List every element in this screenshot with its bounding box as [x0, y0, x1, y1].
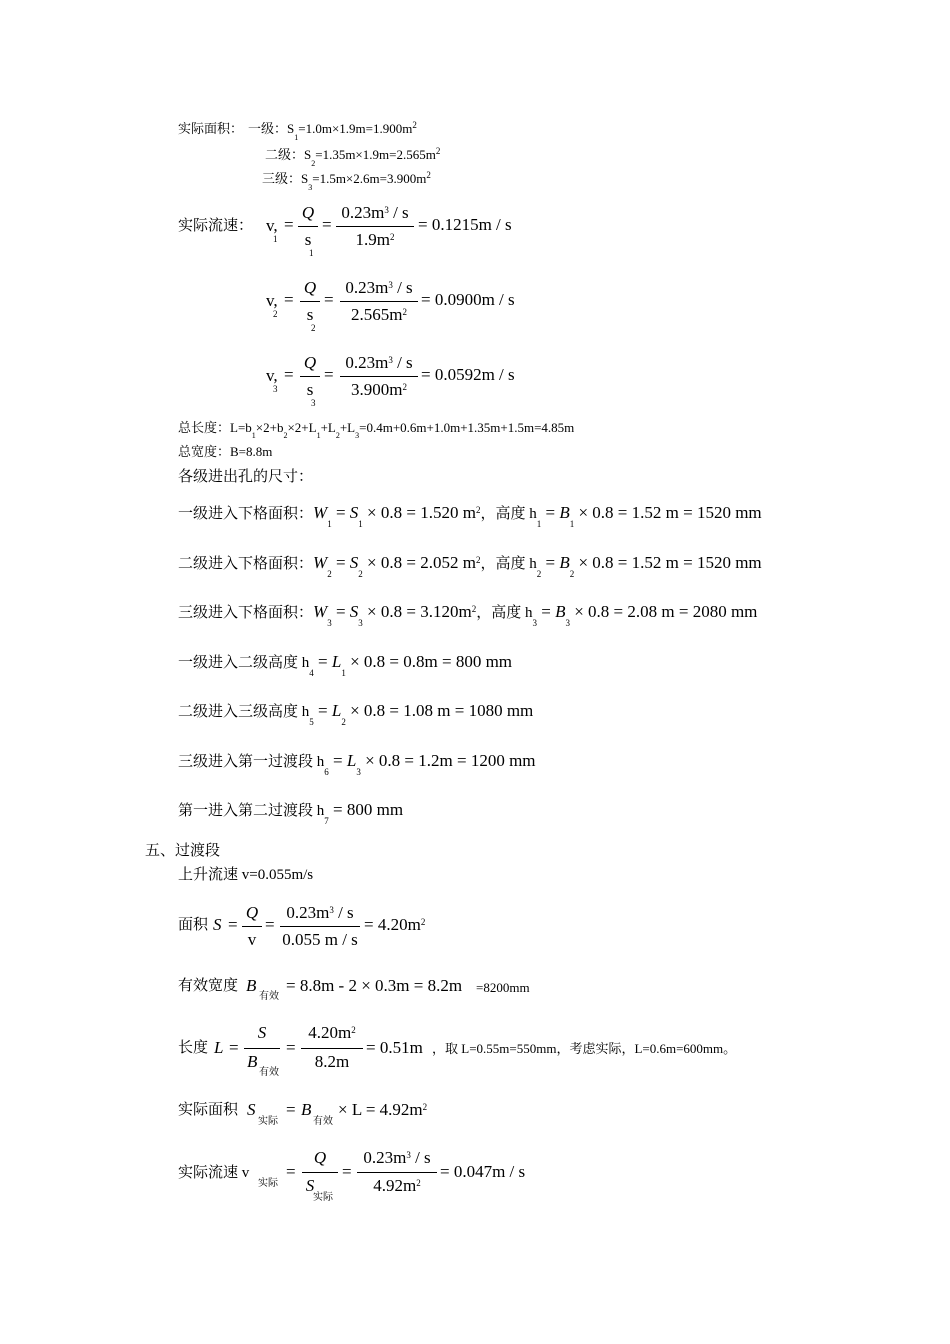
sq-sup: 2 [435, 146, 441, 156]
hole-row-3: 三级进入下格面积：$W_3 = S_3 \times 0.8 = 3.120m^2$，高度 $h_3 = B_3 \times 0.8 = 2.08$ m = 2080 mm [178, 602, 758, 628]
eq-sign: = [229, 1038, 239, 1057]
fraction-bar [298, 226, 318, 227]
area-q: Q [245, 903, 259, 922]
eq-sign: = [324, 290, 334, 309]
length-s: S [257, 1023, 267, 1042]
act-vel-s: S [305, 1176, 315, 1195]
v3-numerator: $0.23m^3$ / s [345, 353, 413, 372]
v2-sub: 2 [273, 309, 278, 319]
eq-sign: = [324, 365, 334, 384]
v1-s-sub: 1 [309, 248, 314, 258]
area-symbol-s: S [213, 915, 222, 934]
sq-sup: 2 [426, 170, 431, 180]
v1-s: s [304, 230, 312, 249]
v3-result: = 0.0592m / s [421, 365, 515, 384]
v3-s-sub: 3 [311, 398, 316, 408]
actual-sub: 实际 [258, 1178, 278, 1189]
fraction-bar [242, 926, 262, 927]
v2-q: Q [303, 278, 317, 297]
v1-numerator: $0.23m^3$ / s [341, 203, 409, 222]
area-sub: 1 [294, 133, 299, 142]
fraction-bar [336, 226, 414, 227]
length-numerator: $4.20m^2$ [308, 1023, 356, 1042]
v2-result: = 0.0900m / s [421, 290, 515, 309]
v1-denominator: $1.9m^2$ [355, 230, 395, 249]
v2-numerator: $0.23m^3$ / s [345, 278, 413, 297]
v3-symbol: v, [266, 366, 278, 385]
v2-denominator: $2.565m^2$ [351, 305, 407, 324]
eq-sign: = [284, 290, 294, 309]
area-level3-value: =1.5m×2.6m=3.900m [312, 171, 427, 186]
actual-area-b: B [301, 1100, 312, 1119]
area-level2-prefix: 二级：S [265, 147, 312, 162]
actual-area-line-2 [265, 146, 441, 168]
total-length-line: 总长度：$L=b_1\times 2+b_2\times 2+L_1+L_2+L_3=0.4m+0.6m+1.0m+1.35m+1.5m=4.85m$ [178, 420, 575, 440]
sq-sup: 2 [412, 120, 417, 130]
effective-width-label: 有效宽度 [178, 978, 239, 994]
holes-heading: 各级进出孔的尺寸： [178, 469, 314, 485]
v1-sub: 1 [273, 234, 278, 244]
eq-sign: = [286, 1100, 296, 1119]
fraction-bar [244, 1048, 280, 1049]
effective-width-value: = 8.8m - 2 × 0.3m = 8.2m [286, 976, 463, 995]
area-label: 面积 [178, 917, 209, 933]
act-vel-q: Q [313, 1148, 327, 1167]
eq-sign: = [322, 215, 332, 234]
v2-s: s [306, 305, 314, 324]
effective-sub: 有效 [259, 1067, 279, 1078]
v1-symbol: v, [266, 216, 278, 235]
area-v: v [247, 930, 257, 949]
actual-area-label-2: 实际面积 [178, 1102, 239, 1118]
effective-sub: 有效 [313, 1116, 333, 1127]
actual-velocity-label: 实际流速： [178, 218, 254, 234]
actual-area-s: S [247, 1100, 256, 1119]
area-result: = $4.20m^2$ [364, 915, 426, 934]
fraction-bar [300, 301, 320, 302]
fraction-bar [300, 376, 320, 377]
eq-sign: = [286, 1162, 296, 1181]
area-level1-value: =1.0m×1.9m=1.900m [298, 121, 413, 136]
effective-sub: 有效 [259, 991, 279, 1002]
area-numerator: $0.23m^3$ / s [286, 903, 354, 922]
v2-s-sub: 2 [311, 323, 316, 333]
v3-s: s [306, 380, 314, 399]
fraction-bar [340, 301, 418, 302]
area-level1-prefix: 一级：S [248, 121, 295, 136]
height-row-4: 一级进入二级高度 $h_4 = L_1 \times 0.8 = 0.8m = 800$ mm [178, 652, 513, 678]
length-result: = 0.51m [366, 1038, 423, 1057]
section-5-heading: 五、过渡段 [145, 843, 221, 859]
hole-row-1: 一级进入下格面积：$W_1 = S_1 \times 0.8 = 1.520$ $m^2$，高度 $h_1 = B_1 \times 0.8 = 1.52$ m = 1520 mm [178, 503, 762, 529]
area-level2-value: =1.35m×1.9m=2.565m [315, 147, 436, 162]
v1-result: = 0.1215m / s [418, 215, 512, 234]
actual-velocity-label-2: 实际流速 v [178, 1165, 250, 1181]
v3-q: Q [303, 353, 317, 372]
height-row-5: 二级进入三级高度 $h_5 = L_2 \times 0.8 = 1.08$ m = 1080 mm [178, 701, 534, 727]
fraction-bar [280, 926, 360, 927]
fraction-bar [340, 376, 418, 377]
v2-symbol: v, [266, 291, 278, 310]
rise-velocity: 上升流速 v=0.055m/s [178, 867, 314, 883]
actual-area-label: 实际面积： [178, 122, 244, 137]
hole-row-2: 二级进入下格面积：$W_2 = S_2 \times 0.8 = 2.052$ $m^2$，高度 $h_2 = B_2 \times 0.8 = 1.52$ m = 1520 mm [178, 553, 762, 579]
length-symbol-l: L [214, 1038, 224, 1057]
total-width: 总宽度：B=8.8m [178, 444, 273, 459]
length-label: 长度 [178, 1040, 209, 1056]
actual-sub: 实际 [258, 1116, 278, 1127]
fraction-bar [302, 1172, 338, 1173]
length-denominator: 8.2m [314, 1052, 350, 1071]
v3-denominator: $3.900m^2$ [351, 380, 407, 399]
actual-area-line-1 [178, 120, 417, 142]
eq-sign: = [284, 215, 294, 234]
length-note: ，取 L=0.55m=550mm，考虑实际，L=0.6m=600mm。 [432, 1041, 737, 1056]
act-vel-numerator: $0.23m^3$ / s [363, 1148, 431, 1167]
actual-area-tail: × $L = 4.92m^2$ [338, 1100, 428, 1119]
eq-sign: = [228, 915, 238, 934]
act-vel-denominator: $4.92m^2$ [373, 1176, 421, 1195]
eq-sign: = [284, 365, 294, 384]
eq-sign: = [265, 915, 275, 934]
v1-q: Q [301, 203, 315, 222]
height-row-7: 第一进入第二过渡段 $h_7 = 800$ mm [178, 800, 404, 826]
fraction-bar [301, 1048, 363, 1049]
v3-sub: 3 [273, 384, 278, 394]
area-denominator: 0.055 m / s [282, 930, 358, 949]
actual-area-line-3 [262, 170, 431, 192]
fraction-bar [357, 1172, 437, 1173]
effective-width-b: B [246, 976, 257, 995]
length-b: B [247, 1052, 258, 1071]
eq-sign: = [342, 1162, 352, 1181]
eq-sign: = [286, 1038, 296, 1057]
act-vel-result: = 0.047m / s [440, 1162, 526, 1181]
area-sub: 3 [308, 183, 313, 192]
area-sub: 2 [311, 159, 316, 168]
height-row-6: 三级进入第一过渡段 $h_6 = L_3 \times 0.8 = 1.2m = 1200$ mm [178, 751, 536, 777]
effective-width-mm: =8200mm [476, 980, 530, 995]
area-level3-prefix: 三级：S [262, 171, 309, 186]
actual-sub: 实际 [313, 1192, 333, 1203]
